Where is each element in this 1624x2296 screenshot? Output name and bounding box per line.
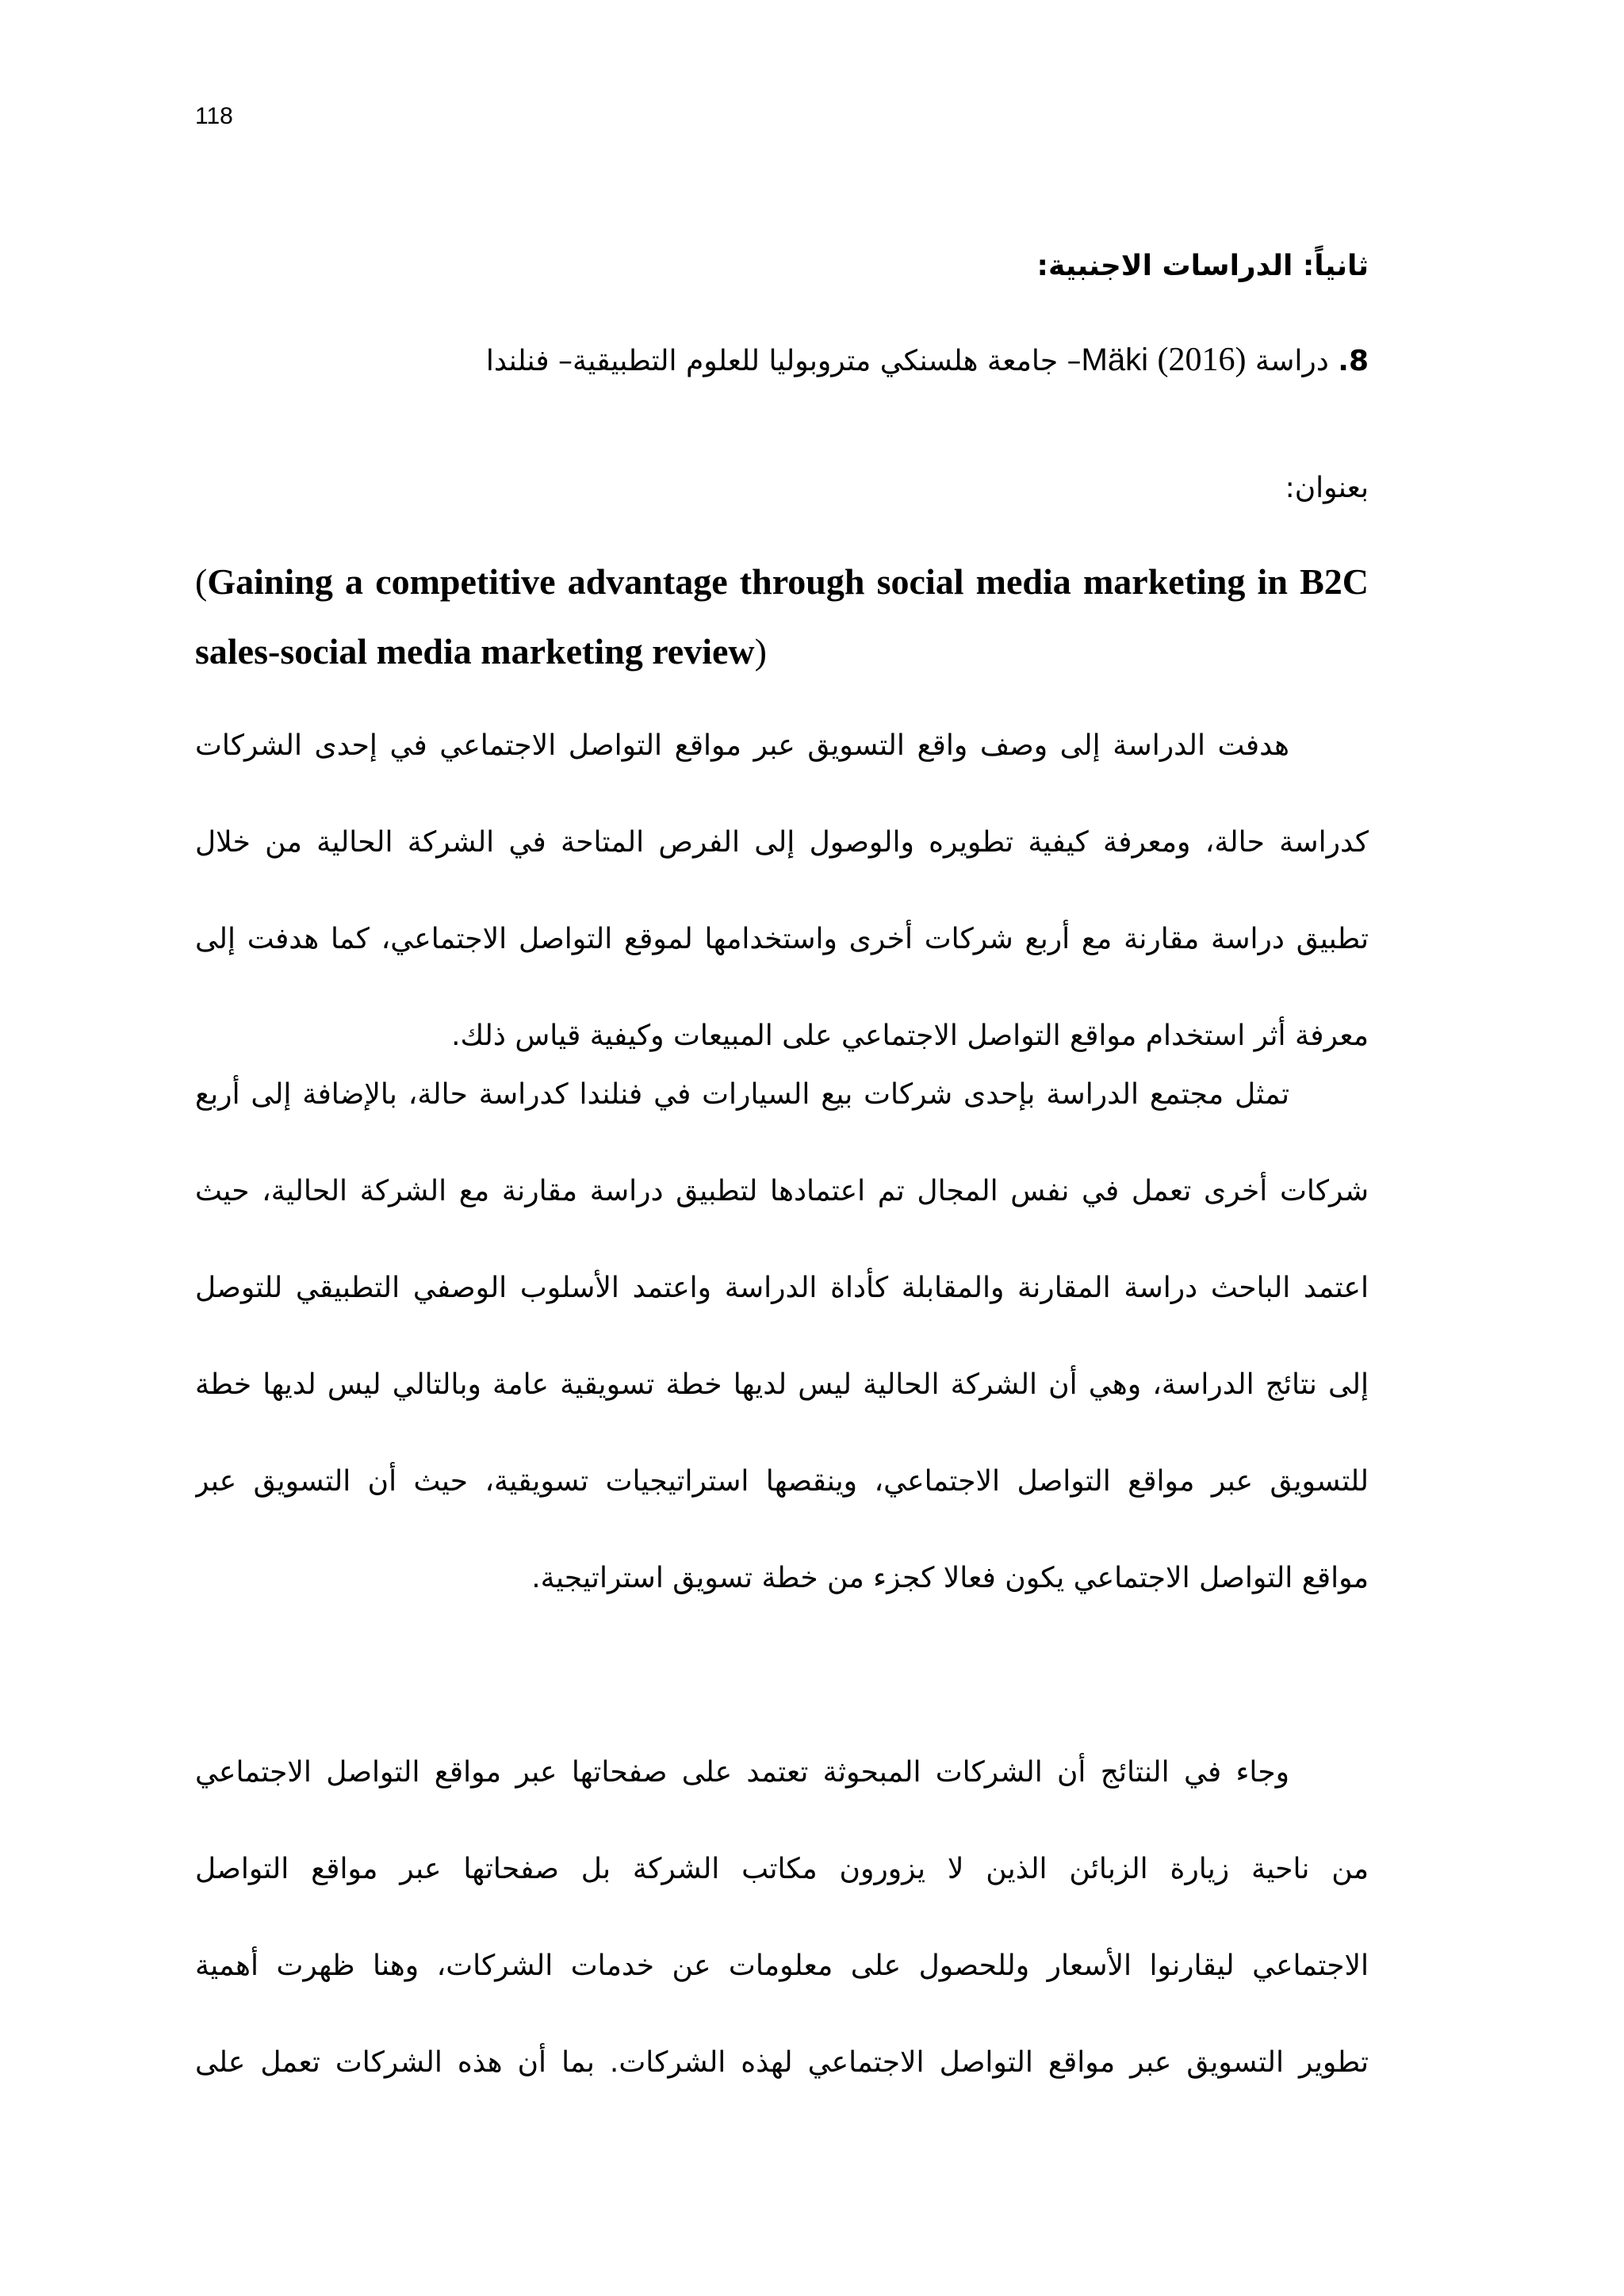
- paragraph-line: وجاء في النتائج أن الشركات المبحوثة تعتمد على صفحاتها عبر مواقع التواصل الاجتماعي: [195, 1756, 1289, 1789]
- page-number: 118: [195, 103, 233, 129]
- section-heading: ثانياً: الدراسات الاجنبية:: [1036, 250, 1369, 282]
- paragraph-line: تطبيق دراسة مقارنة مع أربع شركات أخرى واستخدامها لموقع التواصل الاجتماعي، كما هدفت إلى: [195, 923, 1369, 955]
- paragraph-line: هدفت الدراسة إلى وصف واقع التسويق عبر مواقع التواصل الاجتماعي في إحدى الشركات: [195, 729, 1289, 762]
- title-open-paren: (: [195, 561, 208, 602]
- paragraph-line: إلى نتائج الدراسة، وهي أن الشركة الحالية ليس لديها خطة تسويقية عامة وبالتالي ليس لديها خطة: [195, 1368, 1369, 1401]
- study-citation: [486, 341, 1369, 379]
- title-text: Gaining a competitive advantage through social media marketing in B2C sales-social media marketing review: [195, 561, 1369, 672]
- paragraph-line: تمثل مجتمع الدراسة بإحدى شركات بيع السيارات في فنلندا كدراسة حالة، بالإضافة إلى أربع: [195, 1078, 1289, 1111]
- paragraph-line: تطوير التسويق عبر مواقع التواصل الاجتماعي لهذه الشركات. بما أن هذه الشركات تعمل على: [195, 2046, 1369, 2079]
- paragraph-line: شركات أخرى تعمل في نفس المجال تم اعتمادها لتطبيق دراسة مقارنة مع الشركة الحالية، حيث: [195, 1175, 1369, 1207]
- study-affiliation: – جامعة هلسنكي متروبوليا للعلوم التطبيقية– فنلندا: [485, 345, 1082, 377]
- paragraph-line: الاجتماعي ليقارنوا الأسعار وللحصول على معلومات عن خدمات الشركات، وهنا ظهرت أهمية: [195, 1950, 1369, 1982]
- study-year: (2016): [1157, 342, 1247, 378]
- paragraph-line: اعتمد الباحث دراسة المقارنة والمقابلة كأداة الدراسة واعتمد الأسلوب الوصفي التطبيقي للتوصل: [195, 1272, 1369, 1304]
- study-author: Mäki: [1081, 342, 1148, 377]
- paragraph-line: للتسويق عبر مواقع التواصل الاجتماعي، وينقصها استراتيجيات تسويقية، حيث أن التسويق عبر: [195, 1465, 1369, 1498]
- paragraph-methodology: [195, 1047, 1369, 1627]
- paragraph-line: كدراسة حالة، ومعرفة كيفية تطويره والوصول إلى الفرص المتاحة في الشركة الحالية من خلال: [195, 826, 1369, 859]
- paragraph-objectives: [195, 698, 1369, 1085]
- paragraph-findings: [195, 1724, 1369, 2111]
- title-close-paren: ): [754, 631, 767, 672]
- study-number: 8.: [1338, 345, 1369, 377]
- paragraph-line: من ناحية زيارة الزبائن الذين لا يزورون مكاتب الشركة بل صفحاتها عبر مواقع التواصل: [195, 1853, 1369, 1885]
- study-prefix: دراسة: [1254, 345, 1329, 377]
- titled-label: بعنوان:: [1285, 472, 1369, 504]
- paragraph-line: معرفة أثر استخدام مواقع التواصل الاجتماعي على المبيعات وكيفية قياس ذلك.: [451, 1020, 1369, 1052]
- paragraph-line: مواقع التواصل الاجتماعي يكون فعالا كجزء من خطة تسويق استراتيجية.: [531, 1562, 1369, 1594]
- english-study-title: [195, 547, 1369, 687]
